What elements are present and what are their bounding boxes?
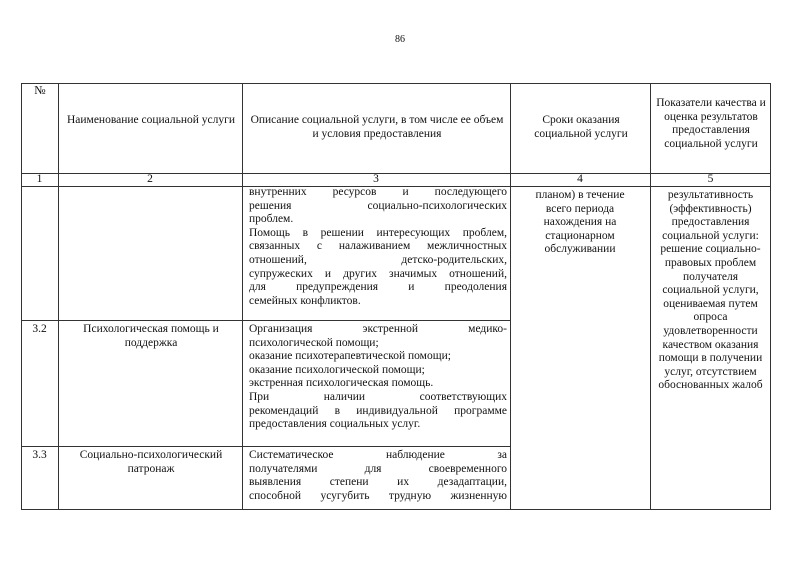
quality-line: оцениваемая путем xyxy=(663,297,758,310)
header-name: Наименование социальной услуги xyxy=(66,114,236,126)
desc-line: выявления степени их дезадаптации, xyxy=(249,476,507,489)
quality-line: (эффективность) xyxy=(669,202,752,215)
quality-line: предоставления xyxy=(671,216,750,229)
quality-line: социальной услуги: xyxy=(662,229,759,242)
row-3-3-divider xyxy=(21,446,510,447)
table-border-left xyxy=(21,83,22,510)
col-number-2: 2 xyxy=(147,173,153,185)
desc-line: оказание психотерапевтической помощи; xyxy=(249,350,451,363)
desc-line: оказание психологической помощи; xyxy=(249,363,425,376)
row-3-3-name: Социально-психологический патронаж xyxy=(79,449,223,475)
desc-line: внутренних ресурсов и последующего xyxy=(249,186,507,198)
header-quality: Показатели качества и оценка результатов предоставления социальной услуги xyxy=(656,97,766,150)
table-border-right xyxy=(770,83,771,510)
desc-line: отношений, детско-родительских, xyxy=(249,253,507,266)
desc-line: экстренная психологическая помощь. xyxy=(249,377,434,390)
desc-line: супружеских и других значимых отношений, xyxy=(249,267,507,280)
desc-line: проблем. xyxy=(249,213,294,226)
terms-line: планом) в течение xyxy=(535,189,625,201)
quality-line: услуг, отсутствием xyxy=(664,365,757,378)
desc-line: для предупреждения и преодоления xyxy=(249,281,507,294)
table-border-top xyxy=(21,83,771,84)
col-divider-1 xyxy=(58,83,59,510)
terms-line: нахождения на xyxy=(543,216,617,229)
desc-line: связанных с налаживанием межличностных xyxy=(249,240,507,253)
desc-line: способной усугубить трудную жизненную xyxy=(249,489,507,502)
continuation-description xyxy=(249,186,507,308)
row-3-2-description xyxy=(249,323,507,432)
col-divider-4 xyxy=(650,83,651,510)
col-divider-3 xyxy=(510,83,511,510)
desc-line: Организация экстренной медико- xyxy=(249,323,507,335)
col-number-4: 4 xyxy=(577,173,583,185)
continuation-quality xyxy=(652,189,769,393)
desc-line: психологической помощи; xyxy=(249,336,379,349)
col-number-3: 3 xyxy=(373,173,379,185)
quality-line: опроса xyxy=(693,311,728,324)
desc-line: рекомендаций в индивидуальной программе xyxy=(249,404,507,417)
row-3-2-num: 3.2 xyxy=(32,323,47,335)
row-3-3-num: 3.3 xyxy=(32,449,47,461)
continuation-terms xyxy=(512,189,648,257)
header-num: № xyxy=(34,83,46,97)
desc-line: Помощь в решении интересующих проблем, xyxy=(249,226,507,239)
quality-line: качеством оказания xyxy=(662,338,759,351)
quality-line: обоснованных жалоб xyxy=(658,379,763,392)
col-divider-2 xyxy=(242,83,243,510)
desc-line: решения социально-психологических xyxy=(249,199,507,212)
quality-line: помощи в получении xyxy=(658,352,763,365)
col-number-5: 5 xyxy=(707,173,714,185)
quality-line: получателя xyxy=(683,270,738,283)
table-border-bottom xyxy=(21,509,771,510)
quality-line: правовых проблем xyxy=(664,256,757,269)
desc-line: предоставления социальных услуг. xyxy=(249,418,421,431)
services-table xyxy=(21,83,771,510)
row-3-3-description xyxy=(249,449,507,503)
desc-line: Систематическое наблюдение за xyxy=(249,449,507,461)
quality-line: результативность xyxy=(667,189,754,201)
desc-line: семейных конфликтов. xyxy=(249,294,361,307)
quality-line: решение социально- xyxy=(660,243,761,256)
terms-line: стационарном xyxy=(545,229,615,242)
terms-line: обслуживании xyxy=(544,243,616,256)
col-number-1: 1 xyxy=(36,173,43,185)
desc-line: При наличии соответствующих xyxy=(249,390,507,403)
row-3-2-name: Психологическая помощь и поддержка xyxy=(83,323,219,349)
header-description: Описание социальной услуги, в том числе ее объем и условия предоставления xyxy=(250,114,504,140)
desc-line: получателями для своевременного xyxy=(249,462,507,475)
quality-line: социальной услуги, xyxy=(662,284,759,297)
page-number: 86 xyxy=(395,34,405,45)
terms-line: всего периода xyxy=(545,202,615,215)
row-3-2-divider xyxy=(21,320,510,321)
header-terms: Сроки оказания социальной услуги xyxy=(534,114,628,140)
quality-line: удовлетворенности xyxy=(663,324,758,337)
